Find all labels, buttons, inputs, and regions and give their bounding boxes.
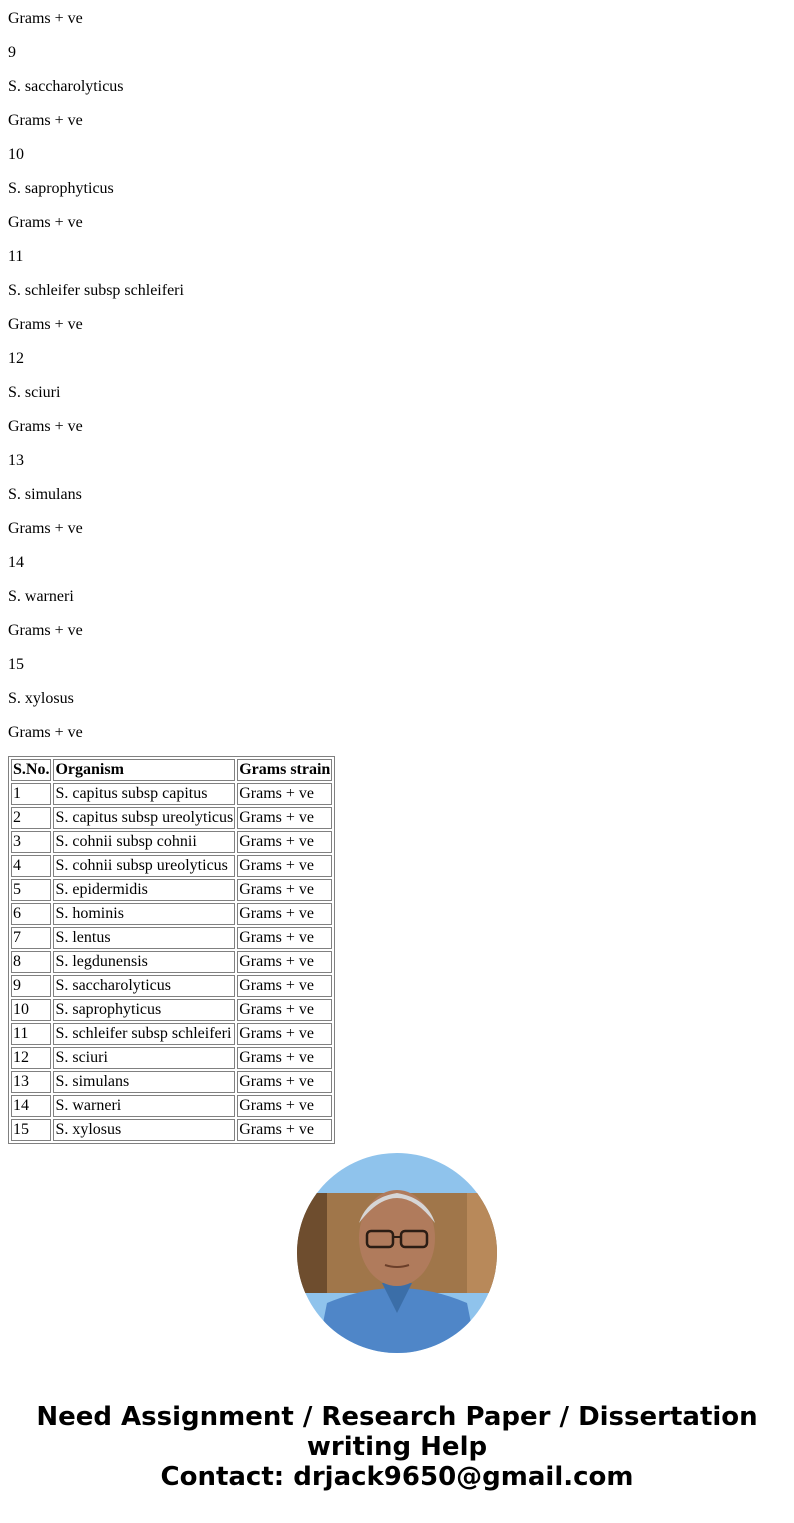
cell-organism: S. schleifer subsp schleiferi [53,1023,235,1045]
cell-organism: S. simulans [53,1071,235,1093]
table-row [11,903,332,925]
cell-grams-strain: Grams + ve [237,1095,332,1117]
cell-organism: S. legdunensis [53,951,235,973]
table-row [11,999,332,1021]
cell-organism: S. epidermidis [53,879,235,901]
paragraph-item: Grams + ve [8,10,83,27]
author-avatar [297,1153,497,1353]
cell-grams-strain: Grams + ve [237,783,332,805]
table-row [11,1023,332,1045]
cell-sno: 2 [11,807,51,829]
cell-grams-strain: Grams + ve [237,999,332,1021]
cell-organism: S. capitus subsp capitus [53,783,235,805]
paragraph-item: S. warneri [8,588,74,605]
cell-grams-strain: Grams + ve [237,1119,332,1141]
paragraph-item: 15 [8,656,24,673]
cell-sno: 3 [11,831,51,853]
paragraph-item: 14 [8,554,24,571]
paragraph-item: Grams + ve [8,316,83,333]
cell-grams-strain: Grams + ve [237,807,332,829]
cell-sno: 1 [11,783,51,805]
cell-grams-strain: Grams + ve [237,1071,332,1093]
avatar-wall-left [297,1193,327,1293]
paragraph-item: Grams + ve [8,520,83,537]
cell-organism: S. lentus [53,927,235,949]
cell-grams-strain: Grams + ve [237,879,332,901]
paragraph-item: S. sciuri [8,384,61,401]
table-row [11,807,332,829]
table-row [11,831,332,853]
paragraph-item: 11 [8,248,24,265]
paragraph-item: Grams + ve [8,622,83,639]
table-row [11,855,332,877]
cell-organism: S. sciuri [53,1047,235,1069]
header-sno: S.No. [11,759,51,781]
cell-sno: 12 [11,1047,51,1069]
cell-organism: S. hominis [53,903,235,925]
cell-sno: 8 [11,951,51,973]
table-row [11,1095,332,1117]
header-grams-strain: Grams strain [237,759,332,781]
avatar-wall-right [467,1193,497,1293]
paragraph-item: 9 [8,44,16,61]
paragraph-item: 10 [8,146,24,163]
cell-sno: 5 [11,879,51,901]
table-row [11,975,332,997]
paragraph-item: Grams + ve [8,724,83,741]
document-body [8,0,786,1144]
paragraph-item: 13 [8,452,24,469]
avatar-portrait [297,1153,497,1353]
table-row [11,783,332,805]
paragraph-item: 12 [8,350,24,367]
footer-line-2: writing Help [306,1432,488,1462]
paragraph-item: S. xylosus [8,690,74,707]
cell-organism: S. warneri [53,1095,235,1117]
cell-sno: 7 [11,927,51,949]
cell-sno: 4 [11,855,51,877]
cell-grams-strain: Grams + ve [237,855,332,877]
cell-grams-strain: Grams + ve [237,1047,332,1069]
cell-grams-strain: Grams + ve [237,903,332,925]
cell-organism: S. capitus subsp ureolyticus [53,807,235,829]
cell-sno: 10 [11,999,51,1021]
table-body [11,783,332,1141]
cell-sno: 13 [11,1071,51,1093]
table-header-row [11,759,332,781]
paragraph-item: Grams + ve [8,418,83,435]
organism-table [8,756,335,1144]
paragraph-item: Grams + ve [8,214,83,231]
header-organism: Organism [53,759,235,781]
table-row [11,1071,332,1093]
cell-grams-strain: Grams + ve [237,927,332,949]
cell-sno: 11 [11,1023,51,1045]
table-row [11,927,332,949]
cell-organism: S. saccharolyticus [53,975,235,997]
cell-grams-strain: Grams + ve [237,951,332,973]
paragraph-item: S. saprophyticus [8,180,114,197]
cell-grams-strain: Grams + ve [237,975,332,997]
paragraph-item: S. schleifer subsp schleiferi [8,282,184,299]
table-row [11,879,332,901]
paragraph-item: S. simulans [8,486,82,503]
cell-sno: 9 [11,975,51,997]
cell-organism: S. cohnii subsp cohnii [53,831,235,853]
cell-grams-strain: Grams + ve [237,1023,332,1045]
paragraph-item: S. saccharolyticus [8,78,124,95]
cell-organism: S. cohnii subsp ureolyticus [53,855,235,877]
table-row [11,1047,332,1069]
table-row [11,951,332,973]
cell-grams-strain: Grams + ve [237,831,332,853]
footer-line-1: Need Assignment / Research Paper / Dissertation [36,1402,758,1432]
cell-organism: S. saprophyticus [53,999,235,1021]
footer-line-3: Contact: drjack9650@gmail.com [160,1462,634,1492]
cell-sno: 15 [11,1119,51,1141]
cell-sno: 14 [11,1095,51,1117]
paragraph-list [8,0,786,750]
table-row [11,1119,332,1141]
cell-organism: S. xylosus [53,1119,235,1141]
cell-sno: 6 [11,903,51,925]
paragraph-item: Grams + ve [8,112,83,129]
footer-contact [0,1402,794,1492]
